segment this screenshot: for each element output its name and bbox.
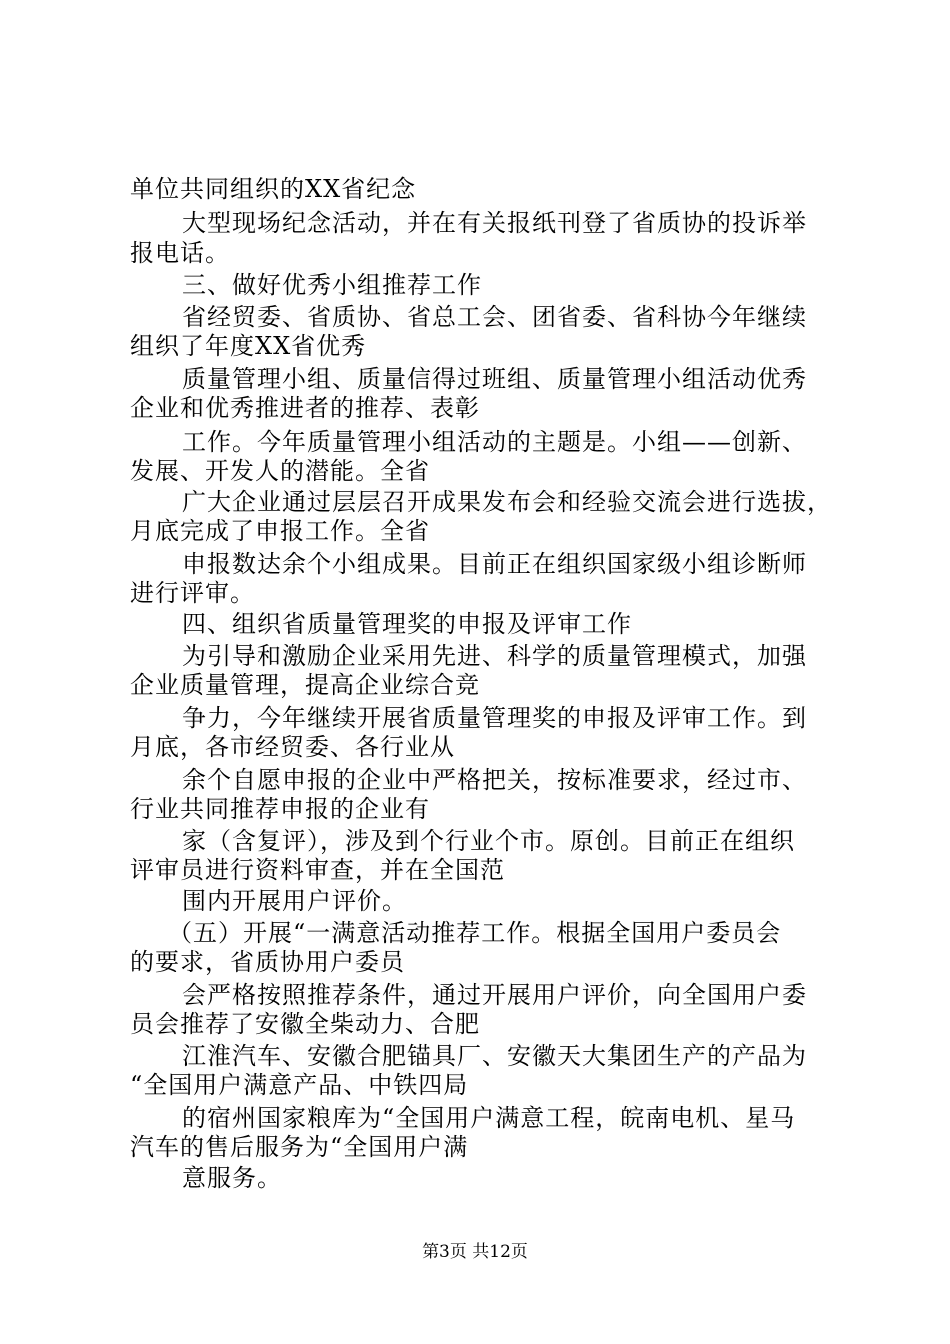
text-line: 月底完成了申报工作。全省: [130, 517, 430, 545]
text-line: 余个自愿申报的企业中严格把关，按标准要求，经过市、: [182, 766, 807, 794]
section-heading: 四、组织省质量管理奖的申报及评审工作: [182, 610, 632, 638]
text-line: 员会推荐了安徽全柴动力、合肥: [130, 1010, 480, 1038]
text-line: 江淮汽车、安徽合肥锚具厂、安徽天大集团生产的产品为: [182, 1042, 807, 1070]
text-line: 工作。今年质量管理小组活动的主题是。小组——创新、: [182, 428, 807, 456]
text-line: 申报数达余个小组成果。目前正在组织国家级小组诊断师: [182, 550, 807, 578]
text-line: 为引导和激励企业采用先进、科学的质量管理模式，加强: [182, 642, 807, 670]
text-line: 报电话。: [130, 239, 230, 267]
text-line: 广大企业通过层层召开成果发布会和经验交流会进行选拔，: [182, 488, 832, 516]
text-line: 企业质量管理，提高企业综合竞: [130, 671, 480, 699]
text-line: 进行评审。: [130, 579, 255, 607]
text-line: 单位共同组织的XX省纪念: [130, 175, 417, 203]
text-line: 争力，今年继续开展省质量管理奖的申报及评审工作。到: [182, 704, 807, 732]
text-line: 组织了年度XX省优秀: [130, 332, 367, 360]
page-footer: 第3页 共12页: [422, 1242, 528, 1262]
text-line: 会严格按照推荐条件，通过开展用户评价，向全国用户委: [182, 981, 807, 1009]
text-line: 企业和优秀推进者的推荐、表彰: [130, 394, 480, 422]
text-line: 发展、开发人的潜能。全省: [130, 457, 430, 485]
text-line: 大型现场纪念活动，并在有关报纸刊登了省质协的投诉举: [182, 209, 807, 237]
text-line: 家（含复评），涉及到个行业个市。原创。目前正在组织: [182, 827, 795, 855]
section-heading: 三、做好优秀小组推荐工作: [182, 271, 482, 299]
text-line: 月底，各市经贸委、各行业从: [130, 733, 455, 761]
text-line: 的要求，省质协用户委员: [130, 948, 405, 976]
text-line: 评审员进行资料审查，并在全国范: [130, 856, 505, 884]
text-line: “全国用户满意产品、中铁四局: [130, 1071, 469, 1099]
text-line: 意服务。: [182, 1164, 282, 1192]
text-line: 的宿州国家粮库为“全国用户满意工程，皖南电机、星马: [182, 1104, 796, 1132]
text-line: 汽车的售后服务为“全国用户满: [130, 1133, 469, 1161]
text-line: 省经贸委、省质协、省总工会、团省委、省科协今年继续: [182, 303, 807, 331]
text-line: 行业共同推荐申报的企业有: [130, 795, 430, 823]
section-heading: （五）开展“一满意活动推荐工作。根据全国用户委员会: [168, 919, 782, 947]
text-line: 质量管理小组、质量信得过班组、质量管理小组活动优秀: [182, 365, 807, 393]
text-line: 围内开展用户评价。: [182, 887, 407, 915]
